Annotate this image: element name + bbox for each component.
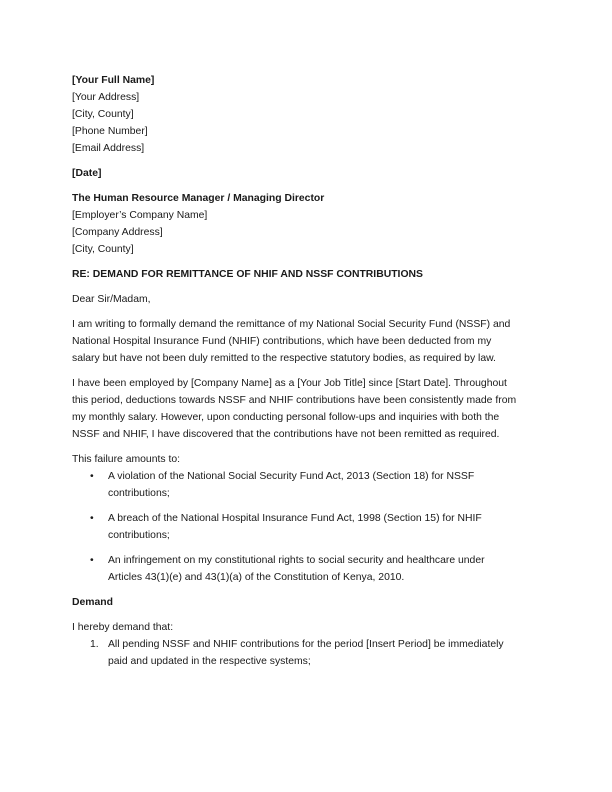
recipient-block (72, 190, 540, 258)
demand-intro: I hereby demand that: (72, 622, 174, 633)
sender-city: [City, County] (72, 109, 134, 120)
letter-page (72, 72, 540, 678)
list-item-line: A breach of the National Hospital Insurance Fund Act, 1998 (Section 15) for NHIF (108, 513, 482, 524)
paragraph-line: National Hospital Insurance Fund (NHIF) contributions, which have been deducted from my (72, 336, 492, 347)
list-item (72, 468, 540, 502)
paragraph-line: NSSF and NHIF, I have discovered that the contributions have not been remitted as required. (72, 429, 500, 440)
recipient-company: [Employer’s Company Name] (72, 210, 208, 221)
recipient-city: [City, County] (72, 244, 134, 255)
paragraph-line: my monthly salary. However, upon conducting personal follow-ups and inquiries with both the (72, 412, 500, 423)
paragraph-intro (72, 316, 540, 367)
list-item-line: All pending NSSF and NHIF contributions for the period [Insert Period] be immediately (108, 639, 504, 650)
list-item-line: contributions; (108, 530, 170, 541)
demands-list (72, 636, 540, 670)
subject-line: RE: DEMAND FOR REMITTANCE OF NHIF AND NSSF CONTRIBUTIONS (72, 269, 423, 280)
paragraph-line: salary but have not been duly remitted to the respective statutory bodies, as required by law. (72, 353, 496, 364)
sender-email: [Email Address] (72, 143, 145, 154)
list-item (72, 552, 540, 586)
recipient-address: [Company Address] (72, 227, 163, 238)
paragraph-line: this period, deductions towards NSSF and NHIF contributions have been consistently made from (72, 395, 517, 406)
list-item-line: A violation of the National Social Security Fund Act, 2013 (Section 18) for NSSF (108, 471, 475, 482)
sender-block (72, 72, 540, 157)
demand-heading: Demand (72, 597, 113, 608)
recipient-title: The Human Resource Manager / Managing Director (72, 193, 325, 204)
list-item-line: contributions; (108, 488, 170, 499)
failure-intro: This failure amounts to: (72, 454, 180, 465)
list-item (72, 510, 540, 544)
violations-list (72, 468, 540, 586)
list-item-line: An infringement on my constitutional rights to social security and healthcare under (108, 555, 485, 566)
paragraph-line: I have been employed by [Company Name] as a [Your Job Title] since [Start Date]. Throughout (72, 378, 507, 389)
bullet-icon: • (90, 555, 94, 566)
list-number: 1. (90, 639, 99, 650)
sender-phone: [Phone Number] (72, 126, 148, 137)
list-item-line: paid and updated in the respective systems; (108, 656, 311, 667)
paragraph-line: I am writing to formally demand the remittance of my National Social Security Fund (NSSF) and (72, 319, 511, 330)
paragraph-employment (72, 375, 540, 443)
sender-address: [Your Address] (72, 92, 140, 103)
list-item (72, 636, 540, 670)
sender-name: [Your Full Name] (72, 75, 155, 86)
list-item-line: Articles 43(1)(e) and 43(1)(a) of the Constitution of Kenya, 2010. (108, 572, 405, 583)
bullet-icon: • (90, 471, 94, 482)
letter-date: [Date] (72, 168, 102, 179)
bullet-icon: • (90, 513, 94, 524)
salutation: Dear Sir/Madam, (72, 294, 151, 305)
